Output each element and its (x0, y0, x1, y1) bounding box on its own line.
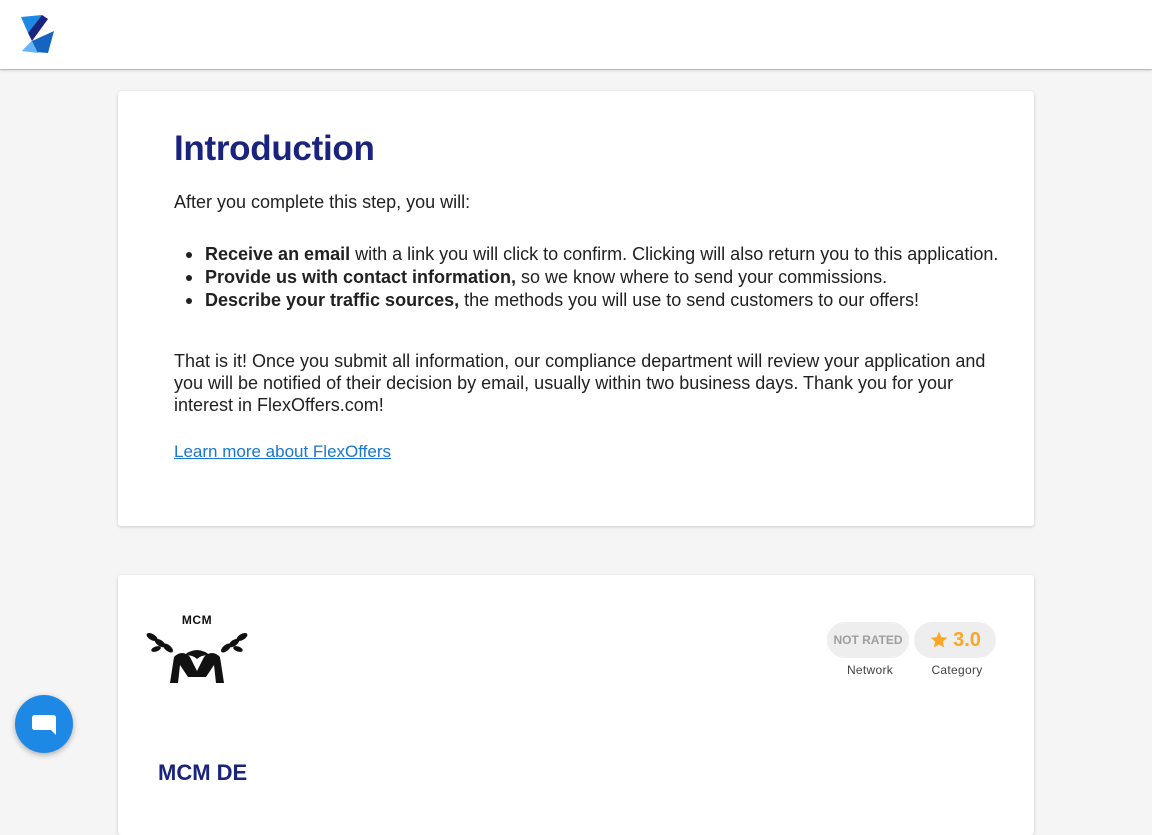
merchant-logo[interactable] (142, 613, 252, 687)
introduction-card (118, 91, 1034, 526)
list-item: Receive an email with a link you will click to confirm. Clicking will also return you to this application. (174, 243, 994, 266)
merchant-card (118, 575, 1034, 835)
merchant-logo-text: MCM (181, 613, 213, 627)
top-bar (0, 0, 1152, 70)
intro-lead: After you complete this step, you will: (174, 192, 471, 212)
chat-bubble-icon (29, 709, 59, 739)
merchant-name[interactable]: MCM DE (158, 760, 248, 785)
laurel-logo-icon (142, 613, 252, 687)
page-title: Introduction (174, 129, 375, 168)
flexoffers-logo-icon[interactable] (18, 13, 56, 55)
category-label: Category (931, 663, 983, 677)
steps-list (174, 243, 999, 312)
chat-button[interactable] (15, 695, 73, 753)
category-rating-value: 3.0 (953, 628, 981, 651)
network-rating-text: NOT RATED (833, 633, 903, 647)
star-icon (929, 630, 949, 650)
intro-body: That is it! Once you submit all information, our compliance department will review your application and you will be notified of their decision by email, usually within two business days. Thank you for your interest in FlexOffers.com! (174, 351, 986, 415)
category-rating-badge (914, 622, 996, 658)
network-rating-badge (827, 622, 909, 658)
list-item: Provide us with contact information, so we know where to send your commissions. (174, 266, 994, 289)
learn-more-link[interactable]: Learn more about FlexOffers (174, 442, 392, 461)
network-label: Network (846, 663, 894, 677)
list-item: Describe your traffic sources, the methods you will use to send customers to our offers! (174, 289, 994, 312)
